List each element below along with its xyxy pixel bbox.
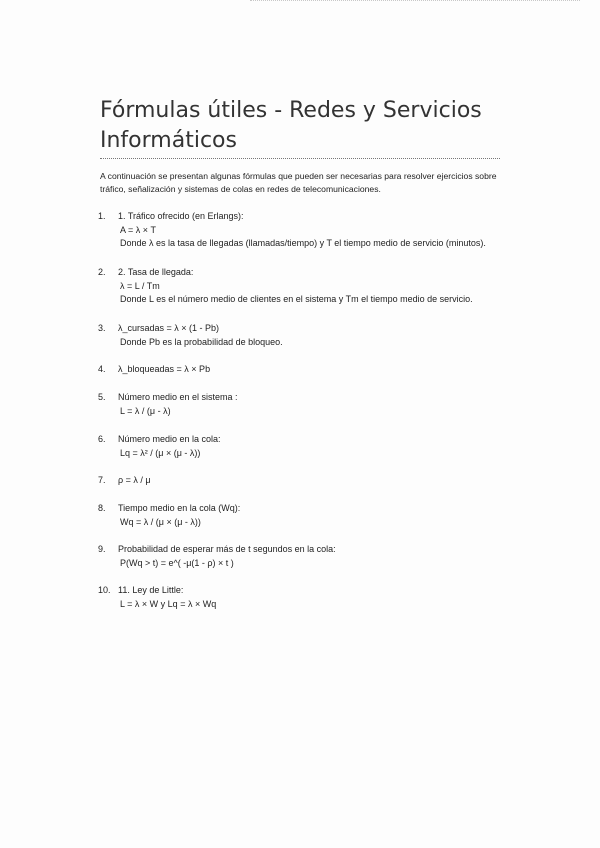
item-heading: Probabilidad de esperar más de t segundos en la cola:: [118, 544, 336, 554]
item-heading: 11. Ley de Little:: [118, 585, 184, 595]
item-note: Donde Pb es la probabilidad de bloqueo.: [120, 336, 283, 347]
item-note: Donde λ es la tasa de llegadas (llamadas/tiempo) y T el tiempo medio de servicio (minutos).: [120, 238, 486, 248]
item-formula: A = λ × T: [120, 224, 157, 235]
item-formula: Lq = λ² / (μ × (μ - λ)): [120, 447, 201, 458]
list-item: [98, 322, 508, 349]
list-item: [98, 502, 508, 529]
item-heading: λ_cursadas = λ × (1 - Pb): [118, 323, 220, 333]
item-number: 10.: [98, 585, 111, 595]
item-number: 3.: [98, 323, 106, 333]
intro-paragraph: A continuación se presentan algunas fórmulas que pueden ser necesarias para resolver ejercicios sobre tráfico, señalización y sistemas de colas en redes de telecomunicaciones.: [100, 171, 497, 194]
item-number: 8.: [98, 503, 106, 513]
list-item: [98, 543, 508, 570]
item-formula: L = λ / (μ - λ): [120, 405, 171, 416]
list-item: [98, 210, 508, 251]
item-note: Donde L es el número medio de clientes en el sistema y Tm el tiempo medio de servicio.: [120, 294, 473, 304]
page-title: Fórmulas útiles - Redes y Servicios Informáticos: [100, 98, 482, 153]
item-heading: Número medio en la cola:: [118, 434, 221, 444]
item-heading: 2. Tasa de llegada:: [118, 267, 194, 277]
item-heading: 1. Tráfico ofrecido (en Erlangs):: [118, 211, 244, 221]
item-number: 4.: [98, 364, 106, 374]
item-number: 1.: [98, 211, 106, 221]
list-item: [98, 433, 508, 460]
item-formula: P(Wq > t) = e^( -μ(1 - ρ) × t ): [120, 557, 234, 568]
item-heading: Tiempo medio en la cola (Wq):: [118, 503, 241, 513]
list-item: [98, 363, 508, 377]
item-formula: λ = L / Tm: [120, 280, 160, 291]
item-formula: L = λ × W y Lq = λ × Wq: [120, 598, 217, 609]
item-number: 2.: [98, 267, 106, 277]
list-item: [98, 474, 508, 488]
list-item: [98, 391, 508, 418]
list-item: [98, 584, 508, 611]
item-heading: λ_bloqueadas = λ × Pb: [118, 364, 211, 374]
item-heading: Número medio en el sistema :: [118, 392, 238, 402]
item-heading: ρ = λ / μ: [118, 475, 151, 485]
item-number: 6.: [98, 434, 106, 444]
item-number: 9.: [98, 544, 106, 554]
item-number: 5.: [98, 392, 106, 402]
item-number: 7.: [98, 475, 106, 485]
list-item: [98, 266, 508, 307]
item-formula: Wq = λ / (μ × (μ - λ)): [120, 516, 201, 527]
